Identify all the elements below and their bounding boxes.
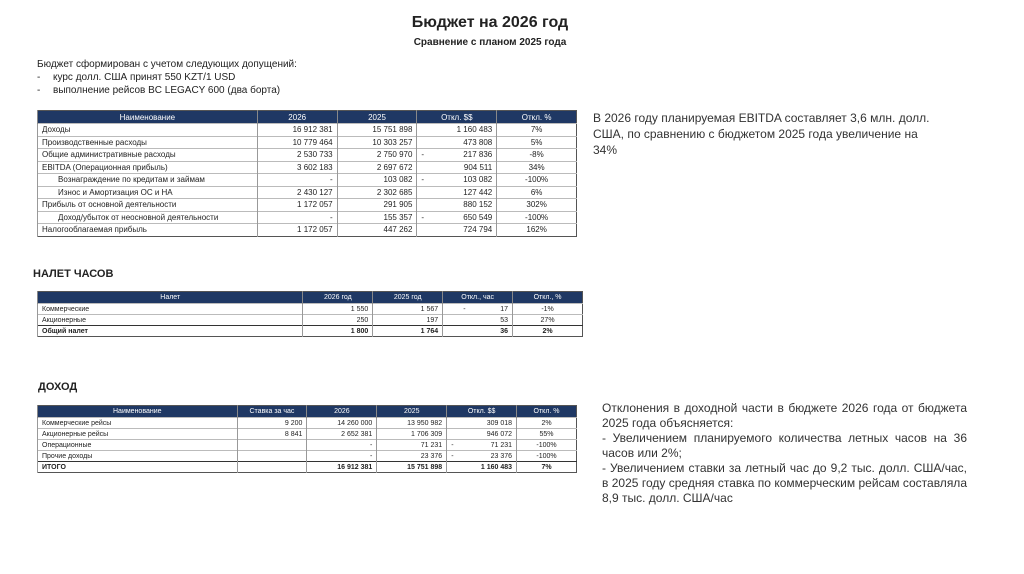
row-label: Вознаграждение по кредитам и займам	[38, 174, 258, 187]
cell-2026: -	[307, 451, 377, 462]
cell-2026: 1 800	[303, 326, 373, 337]
cell-2025: 1 706 309	[377, 429, 447, 440]
cell-diff: 53	[443, 315, 513, 326]
cell-2026: 14 260 000	[307, 418, 377, 429]
cell-2025: 23 376	[377, 451, 447, 462]
cell-diff: 36	[443, 326, 513, 337]
cell-pct: 27%	[513, 315, 583, 326]
cell-2025: 2 302 685	[337, 186, 417, 199]
budget-table	[37, 110, 577, 237]
page-subtitle: Сравнение с планом 2025 года	[413, 37, 567, 48]
table-row	[38, 418, 577, 429]
cell-2026: 2 430 127	[257, 186, 337, 199]
cell-pct: 2%	[517, 418, 577, 429]
table-row	[38, 149, 577, 162]
cell-pct: 302%	[497, 199, 577, 212]
column-header: 2025	[377, 406, 447, 418]
cell-2026: 1 172 057	[257, 224, 337, 237]
cell-2026: 3 602 183	[257, 161, 337, 174]
cell-2026: 2 530 733	[257, 149, 337, 162]
column-header: 2026	[307, 406, 377, 418]
cell-2025: 71 231	[377, 440, 447, 451]
cell-2025: 2 750 970	[337, 149, 417, 162]
row-label: Коммерческие	[38, 304, 303, 315]
cell-2026: -	[257, 211, 337, 224]
cell-2025: 1 567	[373, 304, 443, 315]
income-note	[602, 401, 967, 506]
cell-diff: 1 160 483	[447, 462, 517, 473]
column-header: Наименование	[38, 111, 258, 124]
cell-diff: 1 160 483	[417, 124, 497, 137]
cell-2026: -	[257, 174, 337, 187]
cell-pct: 55%	[517, 429, 577, 440]
assumptions-block	[37, 58, 297, 97]
cell-pct: 5%	[497, 136, 577, 149]
table-row	[38, 161, 577, 174]
column-header: Откл. $$	[417, 111, 497, 124]
cell-2026: 1 550	[303, 304, 373, 315]
row-label: ИТОГО	[38, 462, 238, 473]
assumptions-intro: Бюджет сформирован с учетом следующих допущений:	[37, 59, 297, 70]
cell-diff: 880 152	[417, 199, 497, 212]
cell-diff: - 17	[443, 304, 513, 315]
income-note-point: - Увеличением ставки за летный час до 9,2 тыс. долл. США/час, в 2025 году средняя ставка по коммерческим рейсам составляла 8,9 тыс. долл. США/час	[602, 461, 967, 505]
cell-pct: -100%	[497, 211, 577, 224]
table-row	[38, 440, 577, 451]
column-header: Ставка за час	[237, 406, 307, 418]
column-header: Откл. $$	[447, 406, 517, 418]
cell-pct: 7%	[497, 124, 577, 137]
table-row	[38, 199, 577, 212]
row-label: Акционерные	[38, 315, 303, 326]
table-row	[38, 124, 577, 137]
cell-2025: 155 357	[337, 211, 417, 224]
cell-2026: 1 172 057	[257, 199, 337, 212]
cell-2026: 250	[303, 315, 373, 326]
section-heading-income: ДОХОД	[38, 381, 78, 393]
cell-2025: 2 697 672	[337, 161, 417, 174]
row-label: Прибыль от основной деятельности	[38, 199, 258, 212]
table-row	[38, 429, 577, 440]
cell-2026: -	[307, 440, 377, 451]
flight-hours-table	[37, 291, 583, 337]
cell-2026: 2 652 381	[307, 429, 377, 440]
table-row	[38, 451, 577, 462]
cell-2025: 197	[373, 315, 443, 326]
ebitda-note: В 2026 году планируемая EBITDA составляет 3,6 млн. долл. США, по сравнению с бюджетом 2025 года увеличение на 34%	[593, 111, 930, 157]
column-header: Откл., час	[443, 292, 513, 304]
cell-rate	[237, 451, 307, 462]
cell-pct: -100%	[517, 440, 577, 451]
column-header: 2026 год	[303, 292, 373, 304]
cell-2025: 1 764	[373, 326, 443, 337]
cell-2026: 16 912 381	[257, 124, 337, 137]
cell-pct: 6%	[497, 186, 577, 199]
table-header-row	[38, 292, 583, 304]
cell-pct: -100%	[497, 174, 577, 187]
row-label: Производственные расходы	[38, 136, 258, 149]
cell-diff: 127 442	[417, 186, 497, 199]
cell-diff: 309 018	[447, 418, 517, 429]
cell-pct: 7%	[517, 462, 577, 473]
table-header-row	[38, 111, 577, 124]
column-header: Откл. %	[497, 111, 577, 124]
cell-pct: -100%	[517, 451, 577, 462]
cell-2025: 15 751 898	[337, 124, 417, 137]
cell-diff: 724 794	[417, 224, 497, 237]
table-row	[38, 224, 577, 237]
column-header: 2025 год	[373, 292, 443, 304]
table-row	[38, 304, 583, 315]
table-total-row	[38, 326, 583, 337]
row-label: Прочие доходы	[38, 451, 238, 462]
cell-diff: - 71 231	[447, 440, 517, 451]
cell-2025: 15 751 898	[377, 462, 447, 473]
column-header: 2025	[337, 111, 417, 124]
assumption-item: - курс долл. США принят 550 KZT/1 USD	[37, 72, 236, 83]
cell-diff: 946 072	[447, 429, 517, 440]
row-label: EBITDA (Операционная прибыль)	[38, 161, 258, 174]
column-header: Наименование	[38, 406, 238, 418]
cell-2025: 291 905	[337, 199, 417, 212]
column-header: Откл., %	[513, 292, 583, 304]
assumption-item: - выполнение рейсов BC LEGACY 600 (два борта)	[37, 85, 281, 96]
row-label: Доходы	[38, 124, 258, 137]
income-note-intro: Отклонения в доходной части в бюджете 2026 года от бюджета 2025 года объясняется:	[602, 401, 967, 430]
cell-rate	[237, 462, 307, 473]
cell-diff: - 650 549	[417, 211, 497, 224]
income-note-point: - Увеличением планируемого количества летных часов на 36 часов или 2%;	[602, 431, 967, 460]
cell-2026: 10 779 464	[257, 136, 337, 149]
cell-diff: 473 808	[417, 136, 497, 149]
table-row	[38, 174, 577, 187]
page-title: Бюджет на 2026 год	[411, 14, 569, 31]
income-table	[37, 405, 577, 473]
table-row	[38, 186, 577, 199]
column-header: Откл. %	[517, 406, 577, 418]
table-total-row	[38, 462, 577, 473]
row-label: Операционные	[38, 440, 238, 451]
cell-pct: 2%	[513, 326, 583, 337]
cell-2025: 447 262	[337, 224, 417, 237]
cell-diff: - 217 836	[417, 149, 497, 162]
table-row	[38, 136, 577, 149]
section-heading-hours: НАЛЕТ ЧАСОВ	[33, 268, 114, 280]
column-header: 2026	[257, 111, 337, 124]
cell-2025: 13 950 982	[377, 418, 447, 429]
row-label: Коммерческие рейсы	[38, 418, 238, 429]
cell-rate: 9 200	[237, 418, 307, 429]
cell-pct: -1%	[513, 304, 583, 315]
cell-rate	[237, 440, 307, 451]
cell-2025: 103 082	[337, 174, 417, 187]
cell-diff: 904 511	[417, 161, 497, 174]
row-label: Общий налет	[38, 326, 303, 337]
table-header-row	[38, 406, 577, 418]
table-row	[38, 315, 583, 326]
cell-rate: 8 841	[237, 429, 307, 440]
row-label: Налогооблагаемая прибыль	[38, 224, 258, 237]
cell-2026: 16 912 381	[307, 462, 377, 473]
cell-pct: 162%	[497, 224, 577, 237]
table-row	[38, 211, 577, 224]
row-label: Доход/убыток от неосновной деятельности	[38, 211, 258, 224]
row-label: Акционерные рейсы	[38, 429, 238, 440]
cell-pct: -8%	[497, 149, 577, 162]
cell-pct: 34%	[497, 161, 577, 174]
cell-diff: - 103 082	[417, 174, 497, 187]
cell-diff: - 23 376	[447, 451, 517, 462]
row-label: Износ и Амортизация ОС и НА	[38, 186, 258, 199]
row-label: Общие административные расходы	[38, 149, 258, 162]
cell-2025: 10 303 257	[337, 136, 417, 149]
column-header: Налет	[38, 292, 303, 304]
